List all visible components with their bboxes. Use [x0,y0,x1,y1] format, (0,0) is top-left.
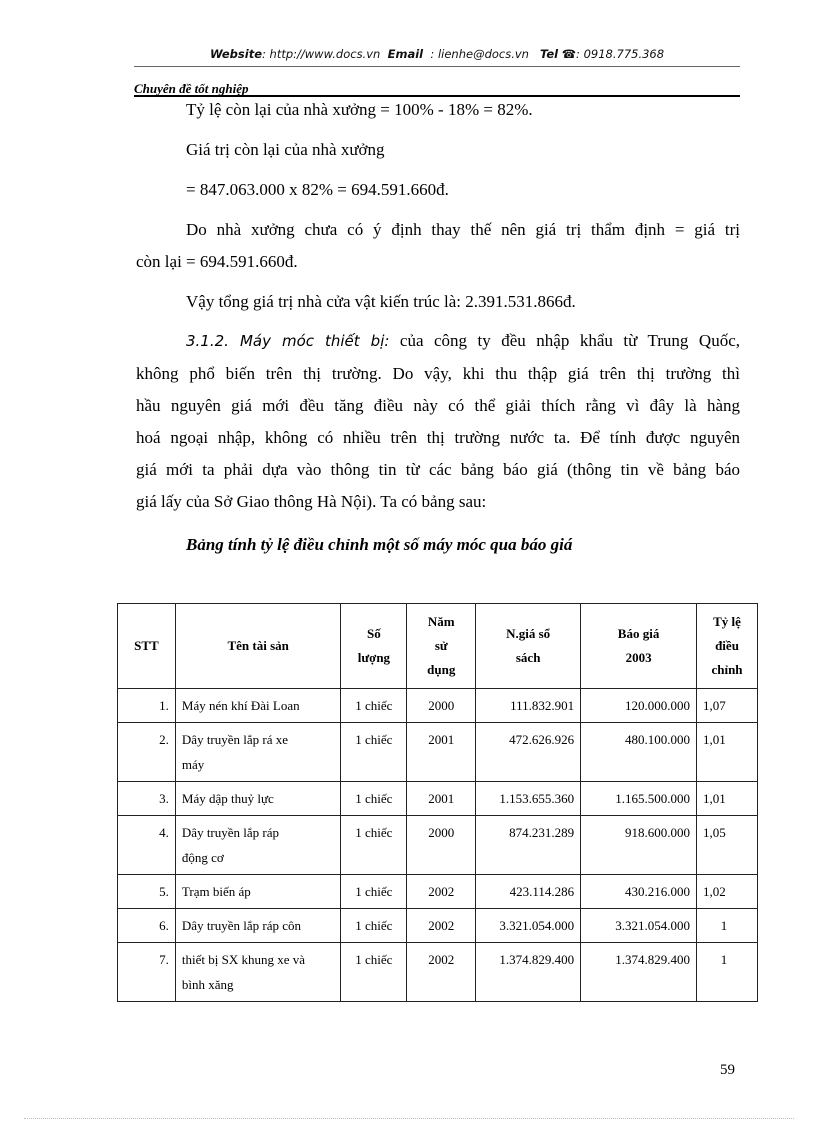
cell-quantity: 1 chiếc [341,816,407,875]
cell-book-value: 1.374.829.400 [476,943,581,1002]
section-heading-machinery: 3.1.2. Máy móc thiết bị: [186,332,390,350]
cell-book-value: 472.626.926 [476,723,581,782]
cell-book-value: 3.321.054.000 [476,909,581,943]
cell-book-value: 423.114.286 [476,875,581,909]
cell-quote-price: 1.374.829.400 [581,943,697,1002]
header-year-used: Năm sử dụng [407,604,476,689]
cell-ratio: 1,01 [697,723,758,782]
cell-stt: 1. [118,689,176,723]
body-paragraph-line: Do nhà xưởng chưa có ý định thay thế nên giá trị thẩm định = giá trị [186,220,740,239]
machinery-paragraph-line: hầu nguyên giá mới đều tăng điều này có thể giải thích rằng vì đây là hàng [136,396,740,415]
cell-asset-name: Dây truyền lắp rá xe máy [175,723,341,782]
cell-stt: 2. [118,723,176,782]
cell-quote-price: 918.600.000 [581,816,697,875]
cell-quantity: 1 chiếc [341,782,407,816]
email-label: Email [387,47,424,61]
header-stt: STT [118,604,176,689]
page-number: 59 [720,1062,735,1078]
header-quantity: Số lượng [341,604,407,689]
machinery-paragraph-line: hoá ngoại nhập, không có nhiều trên thị trường nước ta. Để tính được nguyên [136,428,740,447]
machinery-paragraph-line [186,331,740,351]
cell-quote-price: 3.321.054.000 [581,909,697,943]
cell-asset-name: thiết bị SX khung xe và bình xăng [175,943,341,1002]
table-title: Bảng tính tỷ lệ điều chỉnh một số máy móc qua báo giá [186,535,573,554]
cell-year: 2002 [407,909,476,943]
table-row [118,723,758,782]
machinery-paragraph-line: giá mới ta phải dựa vào thông tin từ các bảng báo giá (thông tin về bảng báo [136,460,740,479]
header-quote-price: Báo giá 2003 [581,604,697,689]
cell-quote-price: 120.000.000 [581,689,697,723]
cell-quantity: 1 chiếc [341,723,407,782]
website-label: Website [209,47,263,61]
table-row [118,689,758,723]
body-line-remaining-value: Giá trị còn lại của nhà xưởng [186,140,385,159]
cell-quantity: 1 chiếc [341,943,407,1002]
tag-divider [134,95,740,97]
table-row [118,875,758,909]
header-adjust-ratio: Tỷ lệ điều chỉnh [697,604,758,689]
cell-year: 2002 [407,875,476,909]
table-body [118,689,758,1002]
cell-ratio: 1 [697,943,758,1002]
cell-quote-price: 430.216.000 [581,875,697,909]
cell-asset-name: Máy dập thuỷ lực [175,782,341,816]
body-paragraph-line: còn lại = 694.591.660đ. [136,252,298,271]
cell-ratio: 1,05 [697,816,758,875]
email-value[interactable]: : lienhe@docs.vn [430,47,529,61]
cell-quantity: 1 chiếc [341,689,407,723]
cell-year: 2001 [407,782,476,816]
tel-label: Tel [539,47,559,61]
page-header [134,47,740,61]
document-tag: Chuyên đề tốt nghiệp [134,81,249,96]
table-row [118,943,758,1002]
machinery-paragraph-line: giá lấy của Sở Giao thông Hà Nội). Ta có bảng sau: [136,492,487,511]
table-row [118,782,758,816]
cell-asset-name: Máy nén khí Đài Loan [175,689,341,723]
website-value[interactable]: : http://www.docs.vn [262,47,381,61]
cell-ratio: 1 [697,909,758,943]
body-line-remaining-ratio: Tỷ lệ còn lại của nhà xưởng = 100% - 18% = 82%. [186,100,533,119]
cell-stt: 5. [118,875,176,909]
cell-year: 2001 [407,723,476,782]
cell-stt: 3. [118,782,176,816]
header-divider [134,66,740,67]
cell-asset-name: Dây truyền lắp ráp động cơ [175,816,341,875]
cell-quote-price: 480.100.000 [581,723,697,782]
header-asset-name: Tên tài sản [175,604,341,689]
machinery-line-rest: của công ty đều nhập khẩu từ Trung Quốc, [389,331,740,350]
asset-adjustment-table [117,603,758,1002]
body-line-calculation: = 847.063.000 x 82% = 694.591.660đ. [186,180,449,199]
table-row [118,909,758,943]
phone-icon: ☎ [561,47,577,61]
cell-ratio: 1,07 [697,689,758,723]
cell-asset-name: Trạm biến áp [175,875,341,909]
cell-quantity: 1 chiếc [341,875,407,909]
machinery-paragraph-line: không phổ biến trên thị trường. Do vậy, khi thu thập giá trên thị trường thì [136,364,740,383]
header-book-value: N.giá sổ sách [476,604,581,689]
cell-year: 2002 [407,943,476,1002]
cell-asset-name: Dây truyền lắp ráp côn [175,909,341,943]
table-row [118,816,758,875]
cell-ratio: 1,02 [697,875,758,909]
tel-value: : 0918.775.368 [576,47,665,61]
cell-stt: 4. [118,816,176,875]
cell-stt: 6. [118,909,176,943]
cell-year: 2000 [407,816,476,875]
cell-book-value: 111.832.901 [476,689,581,723]
cell-stt: 7. [118,943,176,1002]
body-line-total: Vậy tổng giá trị nhà cửa vật kiến trúc là: 2.391.531.866đ. [186,292,576,311]
cell-book-value: 874.231.289 [476,816,581,875]
cell-quantity: 1 chiếc [341,909,407,943]
cell-book-value: 1.153.655.360 [476,782,581,816]
cell-quote-price: 1.165.500.000 [581,782,697,816]
cell-year: 2000 [407,689,476,723]
page-bottom-divider [24,1118,794,1119]
table-header-row [118,604,758,689]
cell-ratio: 1,01 [697,782,758,816]
